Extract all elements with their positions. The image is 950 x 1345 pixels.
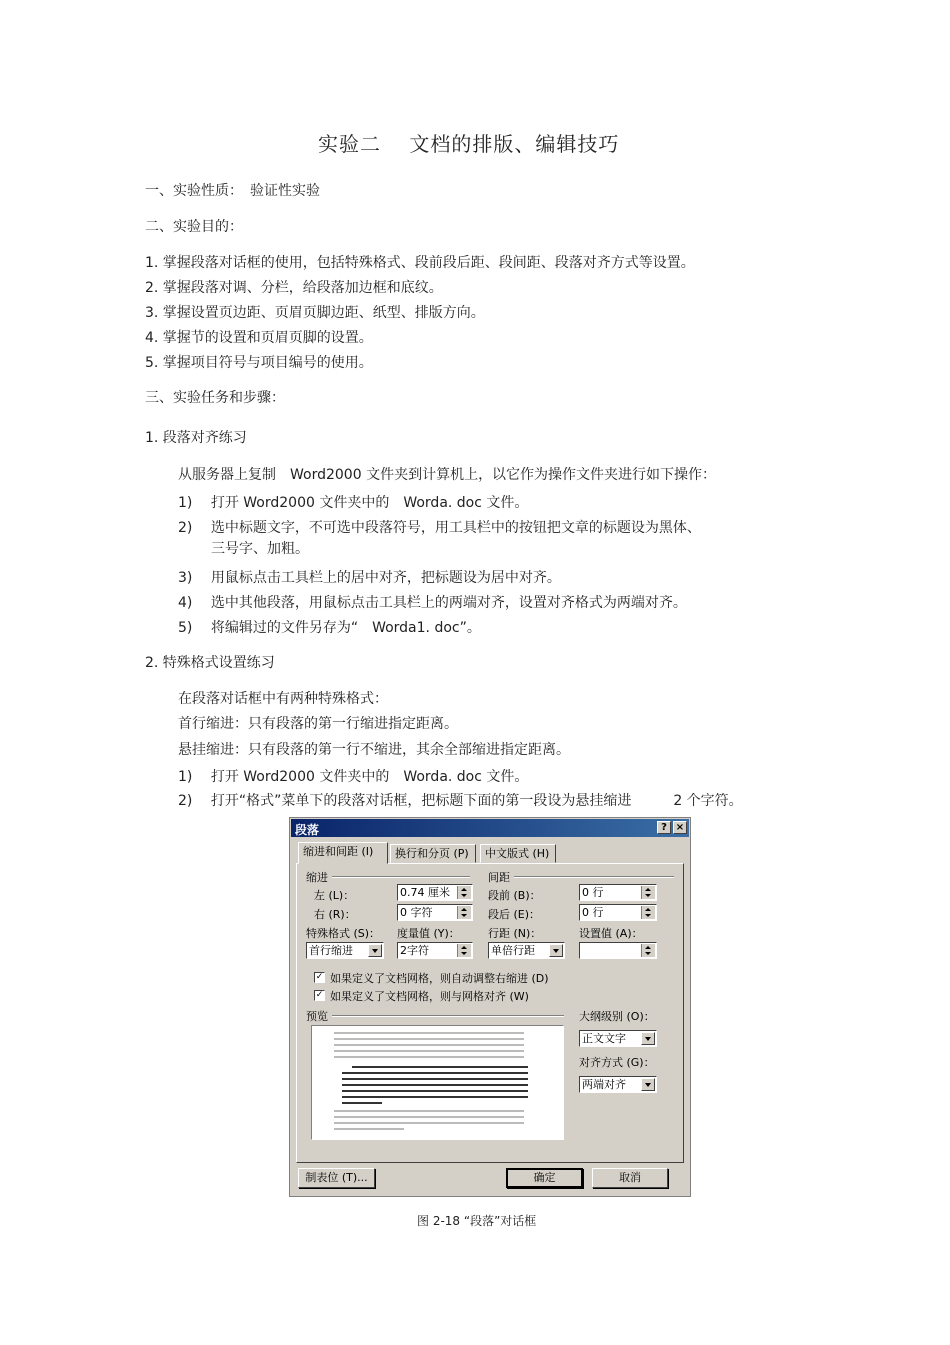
indent-group-label: 缩进: [306, 871, 328, 884]
cancel-button[interactable]: 取消: [592, 1168, 668, 1188]
align-select[interactable]: [579, 1076, 657, 1093]
align-value: 两端对齐: [582, 1078, 626, 1091]
after-input[interactable]: [579, 904, 657, 921]
right-indent-input[interactable]: [397, 904, 473, 921]
task2-line: 首行缩进：只有段落的第一行缩进指定距离。: [178, 716, 458, 732]
task2-line: 在段落对话框中有两种特殊格式：: [178, 691, 388, 707]
goal-item: 1. 掌握段落对话框的使用，包括特殊格式、段前段后距、段间距、段落对齐方式等设置。: [145, 255, 695, 271]
grid-right-indent-label: 如果定义了文档网格，则自动调整右缩进 (D): [330, 972, 549, 985]
special-select[interactable]: [306, 942, 384, 959]
task2-step: 1) 打开 Word2000 文件夹中的 Worda. doc 文件。: [178, 769, 529, 785]
after-label: 段后 (E)：: [488, 908, 541, 921]
linespacing-value: 单倍行距: [491, 944, 535, 957]
task1-title: 1. 段落对齐练习: [145, 430, 247, 446]
page-title: 实验二 文档的排版、编辑技巧: [318, 132, 620, 156]
task1-step-cont: 三号字、加粗。: [211, 541, 309, 557]
outline-value: 正文文字: [582, 1032, 626, 1045]
task1-step: 3) 用鼠标点击工具栏上的居中对齐，把标题设为居中对齐。: [178, 570, 561, 586]
spacing-group-label: 间距: [488, 871, 510, 884]
ok-button[interactable]: 确定: [506, 1168, 583, 1188]
dialog-title: 段落: [295, 823, 320, 837]
right-indent-spinner[interactable]: [457, 906, 471, 919]
tab-line-page-breaks[interactable]: 换行和分页 (P): [390, 844, 476, 863]
align-label: 对齐方式 (G)：: [579, 1056, 655, 1069]
dialog-titlebar[interactable]: [291, 819, 689, 837]
tab-asian-typography[interactable]: 中文版式 (H): [480, 844, 556, 863]
outline-label: 大纲级别 (O)：: [579, 1010, 655, 1023]
preview-divider: [332, 1015, 564, 1017]
task2-line: 悬挂缩进：只有段落的第一行不缩进，其余全部缩进指定距离。: [178, 742, 570, 758]
right-indent-value: 0 字符: [400, 906, 433, 919]
task1-step: 1) 打开 Word2000 文件夹中的 Worda. doc 文件。: [178, 495, 529, 511]
chevron-down-icon[interactable]: [641, 1078, 655, 1091]
measure-spinner[interactable]: [457, 944, 471, 957]
left-indent-input[interactable]: [397, 884, 473, 901]
setvalue-label: 设置值 (A)：: [579, 927, 643, 940]
right-indent-label: 右 (R)：: [314, 908, 356, 921]
measure-value: 2字符: [400, 944, 429, 957]
before-value: 0 行: [582, 886, 604, 899]
left-indent-label: 左 (L)：: [314, 889, 355, 902]
section-tasks: 三、实验任务和步骤：: [145, 390, 285, 406]
task1-step: 2) 选中标题文字，不可选中段落符号，用工具栏中的按钮把文章的标题设为黑体、: [178, 520, 701, 536]
paragraph-dialog: [289, 817, 691, 1197]
task2-step: 2) 打开“格式”菜单下的段落对话框，把标题下面的第一段设为悬挂缩进 2 个字符。: [178, 793, 743, 809]
setvalue-spinner[interactable]: [641, 944, 655, 957]
help-button[interactable]: ?: [657, 821, 671, 834]
chevron-down-icon[interactable]: [549, 944, 563, 957]
after-spinner[interactable]: [641, 906, 655, 919]
task1-intro: 从服务器上复制 Word2000 文件夹到计算机上，以它作为操作文件夹进行如下操作：: [178, 467, 717, 483]
tab-indent-spacing[interactable]: 缩进和间距 (I): [298, 842, 388, 864]
left-indent-value: 0.74 厘米: [400, 886, 450, 899]
section-nature: 一、实验性质： 验证性实验: [145, 183, 320, 199]
measure-input[interactable]: [397, 942, 473, 959]
close-button[interactable]: ×: [673, 821, 687, 834]
before-spinner[interactable]: [641, 886, 655, 899]
special-label: 特殊格式 (S)：: [306, 927, 381, 940]
linespacing-select[interactable]: [488, 942, 565, 959]
chevron-down-icon[interactable]: [641, 1032, 655, 1045]
before-input[interactable]: [579, 884, 657, 901]
goal-item: 4. 掌握节的设置和页眉页脚的设置。: [145, 330, 373, 346]
preview-label: 预览: [306, 1010, 328, 1023]
spacing-group-divider: [514, 876, 674, 878]
tabs-button[interactable]: 制表位 (T)...: [298, 1168, 375, 1188]
grid-right-indent-checkbox[interactable]: ✓: [315, 972, 324, 982]
measure-label: 度量值 (Y)：: [397, 927, 460, 940]
task2-title: 2. 特殊格式设置练习: [145, 655, 275, 671]
after-value: 0 行: [582, 906, 604, 919]
outline-select[interactable]: [579, 1030, 657, 1047]
grid-snap-checkbox[interactable]: ✓: [315, 990, 324, 1000]
section-goals: 二、实验目的：: [145, 219, 243, 235]
grid-snap-label: 如果定义了文档网格，则与网格对齐 (W): [330, 990, 529, 1003]
linespacing-label: 行距 (N)：: [488, 927, 542, 940]
figure-caption: 图 2-18 “段落”对话框: [417, 1214, 537, 1228]
before-label: 段前 (B)：: [488, 889, 541, 902]
goal-item: 5. 掌握项目符号与项目编号的使用。: [145, 355, 373, 371]
task1-step: 5) 将编辑过的文件另存为“ Worda1. doc”。: [178, 620, 481, 636]
goal-item: 2. 掌握段落对调、分栏，给段落加边框和底纹。: [145, 280, 443, 296]
setvalue-input[interactable]: [579, 942, 657, 959]
indent-group-divider: [332, 876, 470, 878]
chevron-down-icon[interactable]: [368, 944, 382, 957]
task1-step: 4) 选中其他段落，用鼠标点击工具栏上的两端对齐，设置对齐格式为两端对齐。: [178, 595, 687, 611]
special-value: 首行缩进: [309, 944, 353, 957]
paragraph-preview: [311, 1025, 564, 1140]
goal-item: 3. 掌握设置页边距、页眉页脚边距、纸型、排版方向。: [145, 305, 485, 321]
left-indent-spinner[interactable]: [457, 886, 471, 899]
